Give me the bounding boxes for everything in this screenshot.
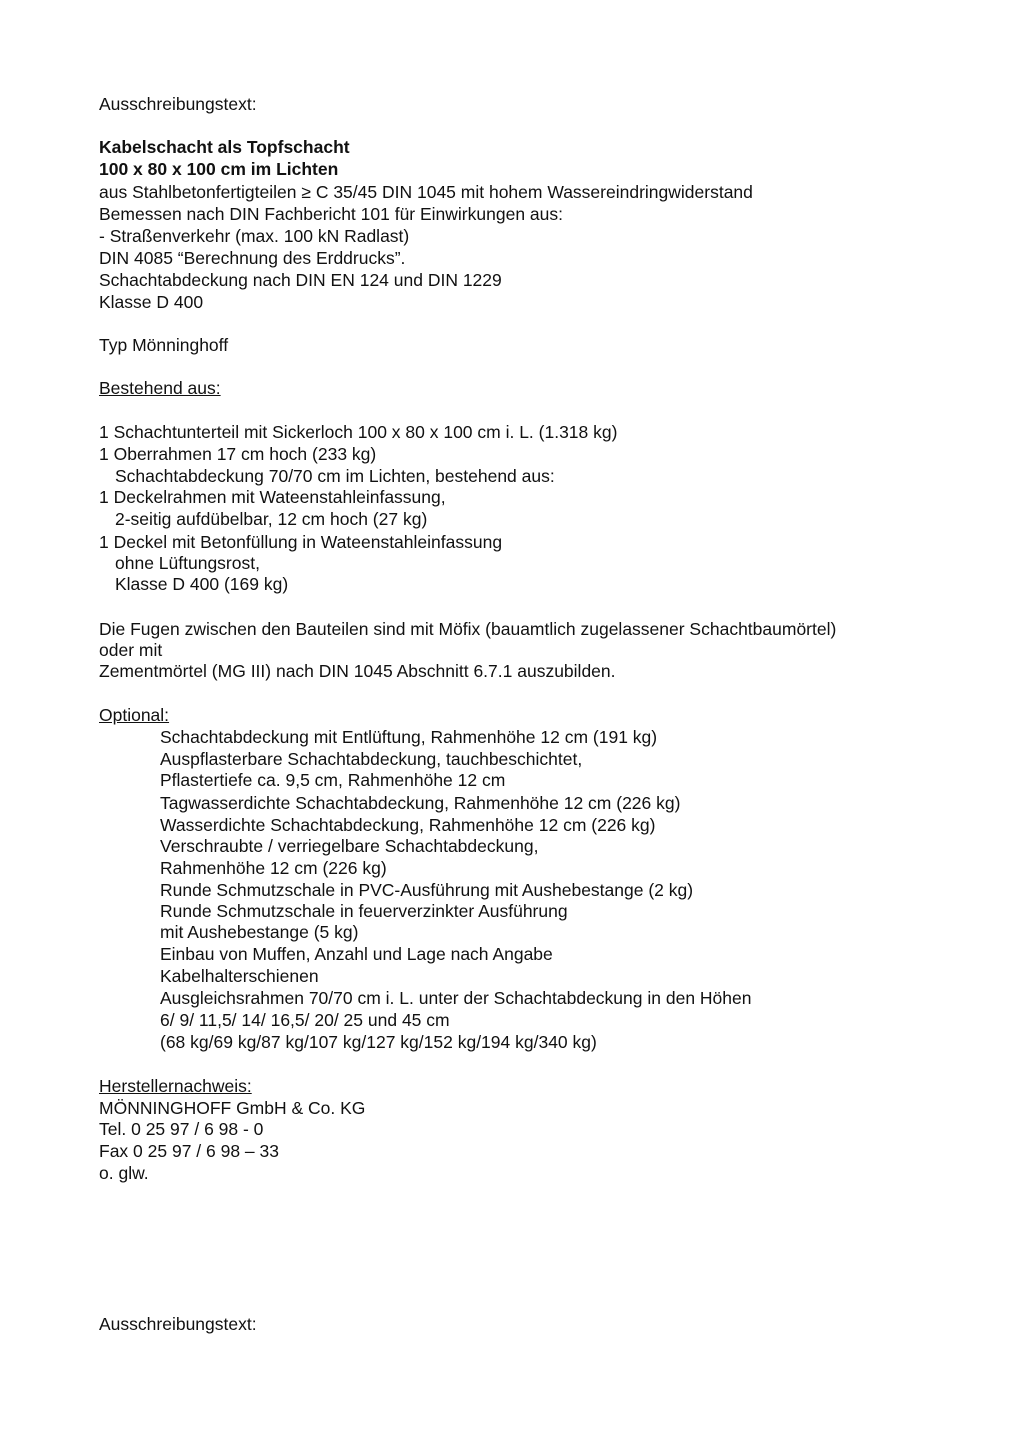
component-item: 1 Deckel mit Betonfüllung in Wateenstahleinfassung: [99, 532, 503, 552]
optional-item: Rahmenhöhe 12 cm (226 kg): [160, 858, 387, 878]
optional-item: Runde Schmutzschale in PVC-Ausführung mit Aushebestange (2 kg): [160, 880, 694, 900]
footer-heading: Ausschreibungstext:: [99, 1314, 257, 1334]
component-item: Schachtabdeckung 70/70 cm im Lichten, bestehend aus:: [115, 466, 555, 486]
optional-item: Pflastertiefe ca. 9,5 cm, Rahmenhöhe 12 cm: [160, 770, 506, 790]
optional-item: Ausgleichsrahmen 70/70 cm i. L. unter der Schachtabdeckung in den Höhen: [160, 988, 752, 1008]
section-heading-bestehend: Bestehend aus:: [99, 378, 221, 398]
manufacturer-fax: Fax 0 25 97 / 6 98 – 33: [99, 1141, 279, 1161]
component-item: 2-seitig aufdübelbar, 12 cm hoch (27 kg): [115, 509, 428, 529]
component-item: ohne Lüftungsrost,: [115, 553, 260, 573]
optional-item: 6/ 9/ 11,5/ 14/ 16,5/ 20/ 25 und 45 cm: [160, 1010, 450, 1030]
description-line: Schachtabdeckung nach DIN EN 124 und DIN 1229: [99, 270, 502, 290]
type-label: Typ Mönninghoff: [99, 335, 229, 355]
joints-text: Die Fugen zwischen den Bauteilen sind mit Möfix (bauamtlich zugelassener Schachtbaumörtel): [99, 619, 837, 639]
description-line: Klasse D 400: [99, 292, 204, 312]
optional-item: mit Aushebestange (5 kg): [160, 922, 359, 942]
optional-item: Wasserdichte Schachtabdeckung, Rahmenhöhe 12 cm (226 kg): [160, 815, 656, 835]
manufacturer-name: MÖNNINGHOFF GmbH & Co. KG: [99, 1098, 366, 1118]
description-line: - Straßenverkehr (max. 100 kN Radlast): [99, 226, 410, 246]
component-item: 1 Schachtunterteil mit Sickerloch 100 x 80 x 100 cm i. L. (1.318 kg): [99, 422, 618, 442]
optional-item: Einbau von Muffen, Anzahl und Lage nach Angabe: [160, 944, 553, 964]
manufacturer-phone: Tel. 0 25 97 / 6 98 - 0: [99, 1119, 264, 1139]
optional-item: Verschraubte / verriegelbare Schachtabdeckung,: [160, 836, 539, 856]
optional-item: Runde Schmutzschale in feuerverzinkter Ausführung: [160, 901, 568, 921]
description-line: DIN 4085 “Berechnung des Erddrucks”.: [99, 248, 406, 268]
component-item: 1 Deckelrahmen mit Wateenstahleinfassung,: [99, 487, 446, 507]
section-heading-optional: Optional:: [99, 705, 170, 725]
component-item: Klasse D 400 (169 kg): [115, 574, 289, 594]
component-item: 1 Oberrahmen 17 cm hoch (233 kg): [99, 444, 377, 464]
section-heading-hersteller: Herstellernachweis:: [99, 1076, 252, 1096]
document-title: Kabelschacht als Topfschacht: [99, 137, 350, 157]
description-line: aus Stahlbetonfertigteilen ≥ C 35/45 DIN 1045 mit hohem Wassereindringwiderstand: [99, 182, 753, 202]
joints-text: Zementmörtel (MG III) nach DIN 1045 Abschnitt 6.7.1 auszubilden.: [99, 661, 616, 681]
heading: Ausschreibungstext:: [99, 94, 257, 114]
optional-item: Tagwasserdichte Schachtabdeckung, Rahmenhöhe 12 cm (226 kg): [160, 793, 681, 813]
optional-item: (68 kg/69 kg/87 kg/107 kg/127 kg/152 kg/194 kg/340 kg): [160, 1032, 597, 1052]
equivalent-note: o. glw.: [99, 1163, 149, 1183]
optional-item: Schachtabdeckung mit Entlüftung, Rahmenhöhe 12 cm (191 kg): [160, 727, 658, 747]
optional-item: Auspflasterbare Schachtabdeckung, tauchbeschichtet,: [160, 749, 583, 769]
optional-item: Kabelhalterschienen: [160, 966, 319, 986]
description-line: Bemessen nach DIN Fachbericht 101 für Einwirkungen aus:: [99, 204, 563, 224]
joints-text: oder mit: [99, 640, 163, 660]
document-subtitle: 100 x 80 x 100 cm im Lichten: [99, 159, 339, 179]
